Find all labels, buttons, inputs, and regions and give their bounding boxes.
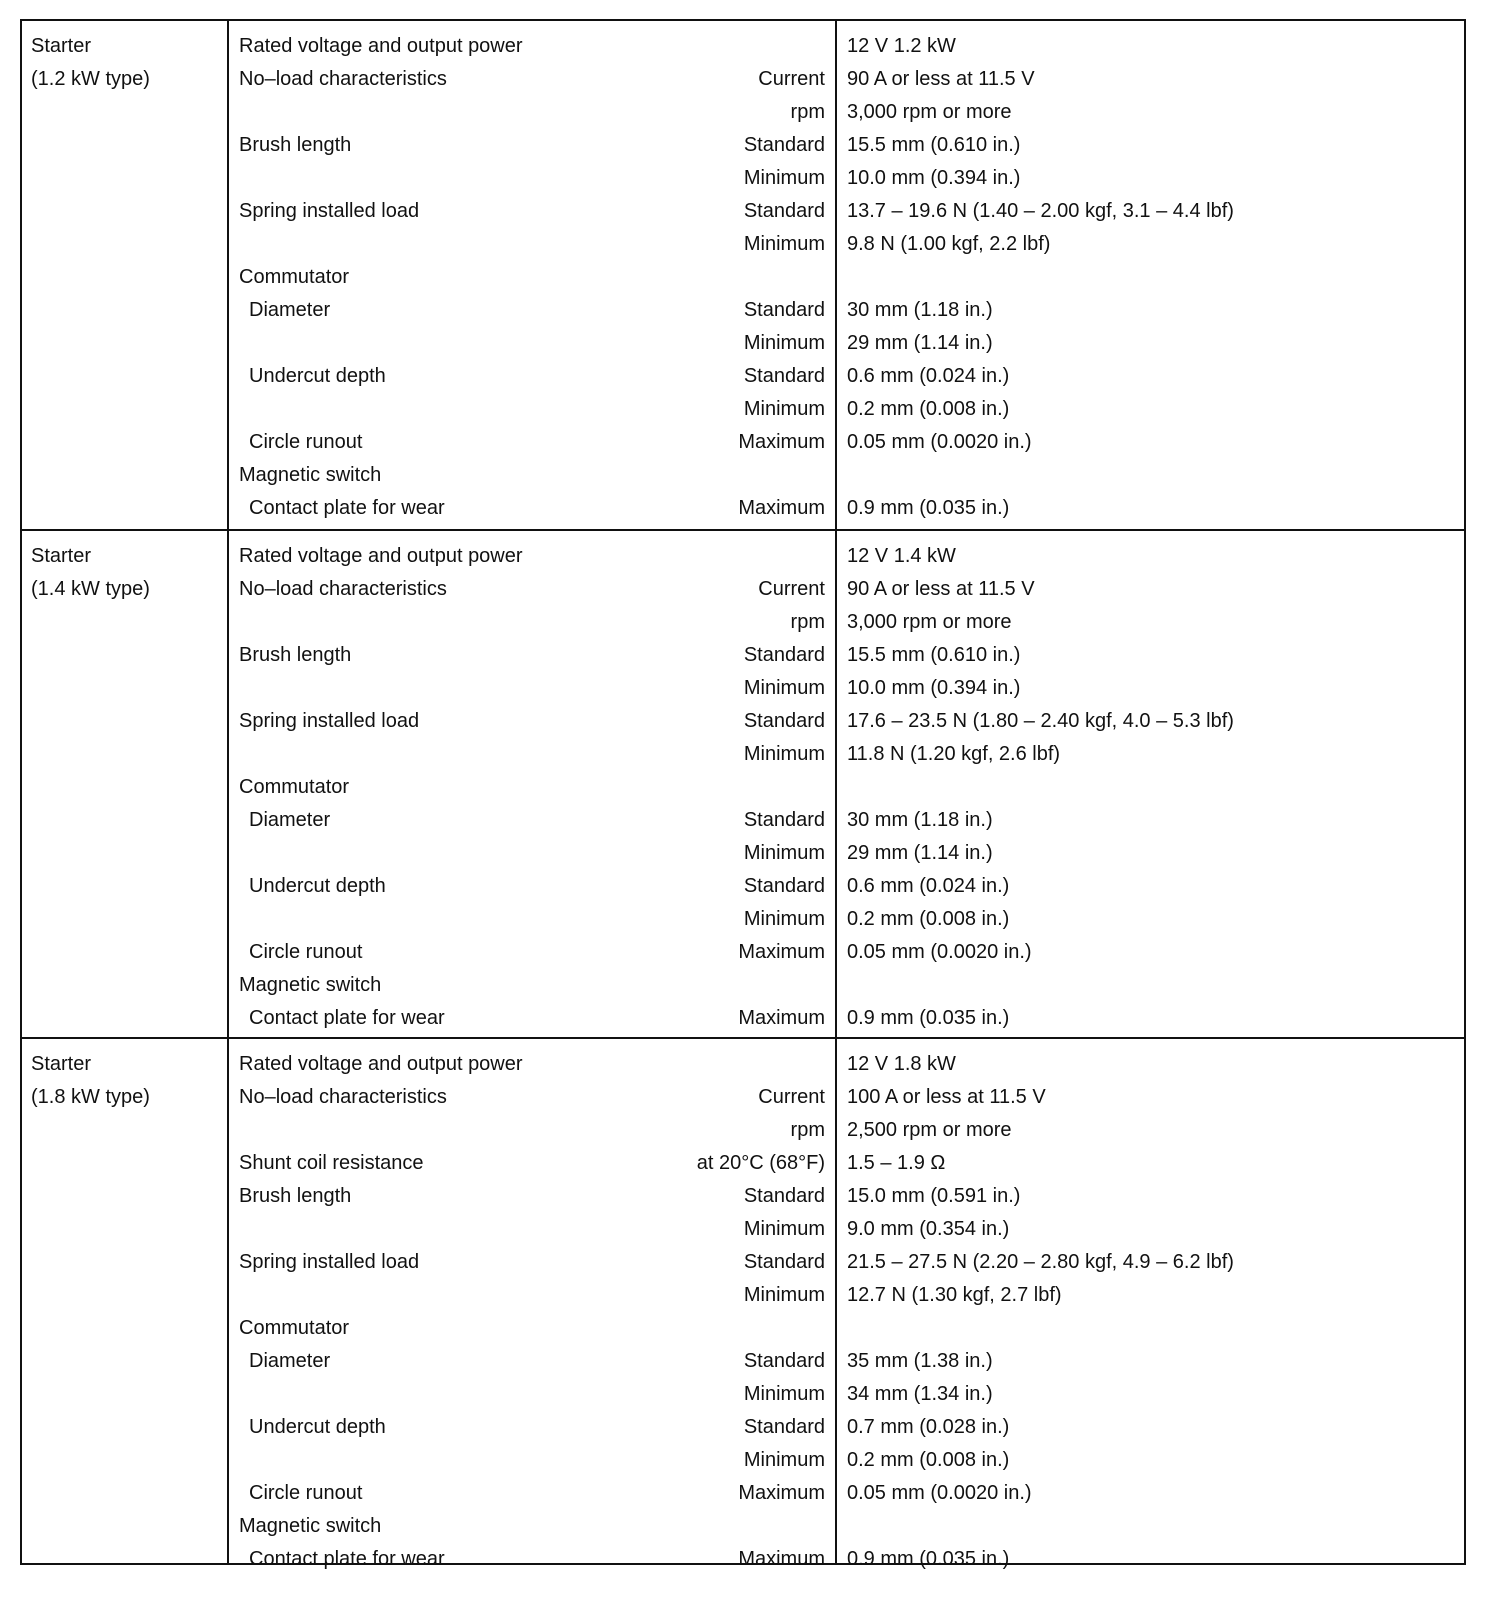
item-label [239,162,744,195]
item-label: Diameter [249,1350,331,1372]
spec-row [239,540,825,573]
item-label: Spring installed load [239,1251,420,1273]
item-column [229,531,837,1037]
spec-row [239,738,825,771]
item-label [239,1279,744,1312]
item-label [239,903,744,936]
condition-label: Standard [743,200,825,222]
spec-value [847,771,1464,804]
condition-label: Standard [743,1251,825,1273]
condition-label: Current [758,578,825,600]
item-label: Commutator [239,1317,350,1339]
spec-row [239,195,825,228]
spec-row [239,30,825,63]
spec-row [239,1246,825,1279]
spec-value: 34 mm (1.34 in.) [847,1383,993,1405]
starter-type-label: (1.2 kW type) [31,68,150,90]
item-label [239,96,745,129]
item-label: Rated voltage and output power [239,35,523,57]
item-column [229,21,837,529]
condition-label: Standard [743,1185,825,1207]
item-label: Undercut depth [249,1416,386,1438]
condition-label [745,261,825,294]
spec-row [239,672,825,705]
spec-value: 0.7 mm (0.028 in.) [847,1416,1010,1438]
spec-value: 0.6 mm (0.024 in.) [847,875,1010,897]
item-label [239,738,744,771]
value-column [837,1039,1464,1570]
spec-value [847,1510,1464,1543]
item-label: Spring installed load [239,710,420,732]
spec-value: 21.5 – 27.5 N (2.20 – 2.80 kgf, 4.9 – 6.2 lbf) [847,1251,1234,1273]
item-label: Commutator [239,266,350,288]
spec-value: 29 mm (1.14 in.) [847,842,993,864]
spec-value: 0.2 mm (0.008 in.) [847,398,1010,420]
item-label: Contact plate for wear [249,497,445,519]
condition-label: at 20°C (68°F) [696,1152,825,1174]
item-label: Brush length [239,644,352,666]
condition-label [745,1312,825,1345]
condition-label: Standard [743,809,825,831]
item-label: Shunt coil resistance [239,1152,424,1174]
spec-row [239,639,825,672]
spec-value: 15.0 mm (0.591 in.) [847,1185,1021,1207]
condition-label [745,30,825,63]
condition-label: Standard [743,134,825,156]
spec-row [239,903,825,936]
condition-label: Minimum [743,908,825,930]
item-label [239,1213,744,1246]
spec-row [239,1147,825,1180]
spec-row [239,294,825,327]
spec-row [239,705,825,738]
spec-row [239,1378,825,1411]
item-label: Circle runout [249,1482,363,1504]
spec-value: 12.7 N (1.30 kgf, 2.7 lbf) [847,1284,1062,1306]
starter-label: Starter [31,1053,92,1075]
spec-row [239,96,825,129]
spec-row [239,1213,825,1246]
condition-label: Minimum [743,1383,825,1405]
spec-value: 13.7 – 19.6 N (1.40 – 2.00 kgf, 3.1 – 4.4 lbf) [847,200,1234,222]
spec-row [239,837,825,870]
spec-value: 3,000 rpm or more [847,101,1012,123]
spec-row [239,393,825,426]
spec-value: 15.5 mm (0.610 in.) [847,134,1021,156]
spec-value [847,261,1464,294]
spec-value: 0.2 mm (0.008 in.) [847,1449,1010,1471]
item-label: Commutator [239,776,350,798]
spec-value [847,1312,1464,1345]
spec-row [239,1345,825,1378]
spec-row [239,492,825,525]
starter-type-label: (1.4 kW type) [31,578,150,600]
spec-value [847,459,1464,492]
spec-row [239,1444,825,1477]
spec-value: 90 A or less at 11.5 V [847,578,1035,600]
condition-label: Minimum [743,398,825,420]
spec-row [239,870,825,903]
item-label: Rated voltage and output power [239,1053,523,1075]
item-label [239,1114,745,1147]
item-label: Brush length [239,1185,352,1207]
spec-row [239,1411,825,1444]
item-label: Spring installed load [239,200,420,222]
item-label: Rated voltage and output power [239,545,523,567]
starter-type-cell [22,1039,229,1563]
item-label: Magnetic switch [239,974,382,996]
condition-label: Standard [743,365,825,387]
item-label: Magnetic switch [239,1515,382,1537]
condition-label [745,771,825,804]
item-label: No–load characteristics [239,68,447,90]
item-label [239,606,745,639]
spec-row [239,804,825,837]
condition-label: Standard [743,1416,825,1438]
condition-label: Standard [743,710,825,732]
item-label: Diameter [249,809,331,831]
condition-label: Standard [743,644,825,666]
spec-value: 30 mm (1.18 in.) [847,809,993,831]
condition-label: Maximum [738,1007,825,1029]
value-column [837,531,1464,1037]
spec-row [239,129,825,162]
condition-label: Minimum [743,167,825,189]
spec-value: 90 A or less at 11.5 V [847,68,1035,90]
spec-row [239,228,825,261]
condition-label [745,540,825,573]
item-label: Contact plate for wear [249,1007,445,1029]
spec-value: 15.5 mm (0.610 in.) [847,644,1021,666]
item-label [239,228,744,261]
condition-label: Minimum [743,332,825,354]
spec-row [239,360,825,393]
condition-label: Maximum [738,497,825,519]
starter-label: Starter [31,545,92,567]
starter-type-cell [22,531,229,1037]
spec-row [239,1081,825,1114]
condition-label: Minimum [743,1284,825,1306]
spec-row [239,1114,825,1147]
item-label: Diameter [249,299,331,321]
condition-label: Standard [743,299,825,321]
spec-value: 0.9 mm (0.035 in.) [847,497,1010,519]
condition-label [745,969,825,1002]
spec-row [239,1312,825,1345]
item-label: Circle runout [249,941,363,963]
spec-row [239,1510,825,1543]
condition-label: Standard [743,875,825,897]
item-label [239,672,744,705]
spec-value: 12 V 1.2 kW [847,35,956,57]
starter-type-label: (1.8 kW type) [31,1086,150,1108]
item-label: Brush length [239,134,352,156]
spec-row [239,63,825,96]
spec-value: 0.05 mm (0.0020 in.) [847,1482,1032,1504]
condition-label: Maximum [738,1548,825,1570]
condition-label: Current [758,1086,825,1108]
item-label [239,837,744,870]
spec-value: 100 A or less at 11.5 V [847,1086,1046,1108]
condition-label: Minimum [743,842,825,864]
spec-row [239,1180,825,1213]
spec-row [239,969,825,1002]
condition-label: rpm [790,1119,825,1141]
spec-value: 10.0 mm (0.394 in.) [847,677,1021,699]
spec-value: 1.5 – 1.9 Ω [847,1152,946,1174]
spec-value: 17.6 – 23.5 N (1.80 – 2.40 kgf, 4.0 – 5.3 lbf) [847,710,1234,732]
item-label: No–load characteristics [239,1086,447,1108]
spec-row [239,261,825,294]
condition-label: Standard [743,1350,825,1372]
spec-row [239,936,825,969]
spec-row [239,573,825,606]
spec-value: 11.8 N (1.20 kgf, 2.6 lbf) [847,743,1061,765]
item-label: Magnetic switch [239,464,382,486]
condition-label: Minimum [743,743,825,765]
spec-value: 10.0 mm (0.394 in.) [847,167,1021,189]
condition-label: Minimum [743,1449,825,1471]
spec-value: 30 mm (1.18 in.) [847,299,993,321]
spec-row [239,1477,825,1510]
condition-label: Minimum [743,233,825,255]
spec-row [239,1048,825,1081]
spec-row [239,162,825,195]
starter-type-cell [22,21,229,529]
spec-value: 9.0 mm (0.354 in.) [847,1218,1010,1240]
spec-row [239,771,825,804]
spec-value: 0.05 mm (0.0020 in.) [847,941,1032,963]
condition-label: rpm [790,101,825,123]
item-label: Undercut depth [249,875,386,897]
spec-row [239,1279,825,1312]
condition-label: Maximum [738,941,825,963]
section-starter-1-4kw [22,529,1464,1037]
value-column [837,21,1464,529]
spec-value: 12 V 1.8 kW [847,1053,956,1075]
item-column [229,1039,837,1570]
spec-value [847,969,1464,1002]
spec-row [239,1543,825,1576]
spec-value: 29 mm (1.14 in.) [847,332,993,354]
section-starter-1-2kw [22,21,1464,529]
condition-label [745,459,825,492]
item-label: Contact plate for wear [249,1548,445,1570]
spec-row [239,327,825,360]
spec-value: 0.2 mm (0.008 in.) [847,908,1010,930]
spec-row [239,459,825,492]
spec-value: 0.05 mm (0.0020 in.) [847,431,1032,453]
spec-value: 3,000 rpm or more [847,611,1012,633]
spec-row [239,426,825,459]
spec-row [239,1002,825,1035]
spec-value: 9.8 N (1.00 kgf, 2.2 lbf) [847,233,1051,255]
condition-label: rpm [790,611,825,633]
spec-value: 12 V 1.4 kW [847,545,956,567]
condition-label: Maximum [738,431,825,453]
spec-value: 0.9 mm (0.035 in.) [847,1007,1010,1029]
condition-label: Maximum [738,1482,825,1504]
condition-label: Current [758,68,825,90]
condition-label: Minimum [743,677,825,699]
item-label: Undercut depth [249,365,386,387]
item-label [239,1444,744,1477]
spec-value: 0.9 mm (0.035 in.) [847,1548,1010,1570]
section-starter-1-8kw [22,1037,1464,1570]
starter-label: Starter [31,35,92,57]
starter-spec-table [20,19,1466,1570]
item-label: Circle runout [249,431,363,453]
spec-value: 0.6 mm (0.024 in.) [847,365,1010,387]
condition-label [745,1510,825,1543]
item-label [239,393,744,426]
spec-value: 35 mm (1.38 in.) [847,1350,993,1372]
condition-label: Minimum [743,1218,825,1240]
item-label [239,1378,744,1411]
spec-row [239,606,825,639]
spec-value: 2,500 rpm or more [847,1119,1012,1141]
item-label [239,327,744,360]
item-label: No–load characteristics [239,578,447,600]
condition-label [745,1048,825,1081]
